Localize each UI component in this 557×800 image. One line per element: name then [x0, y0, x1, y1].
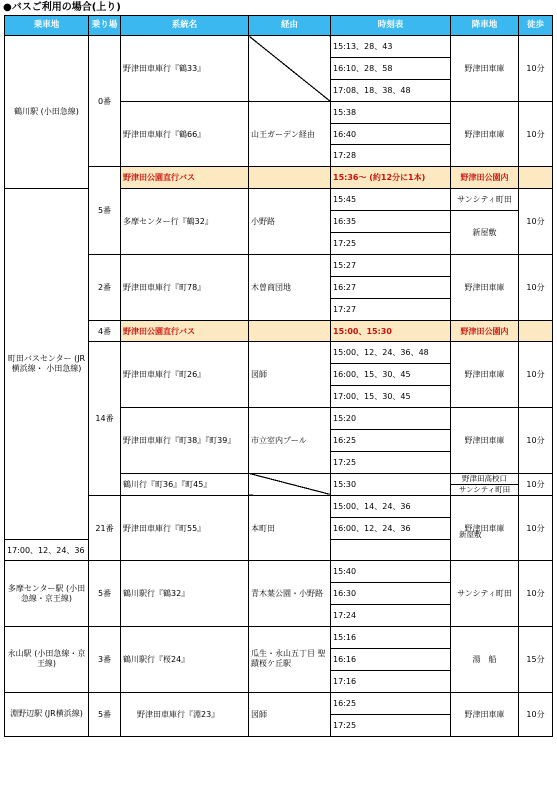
walk-time: 10分	[519, 254, 553, 320]
alight-stop: 湯 船	[451, 627, 519, 693]
time-cell: 16:10、28、58	[331, 57, 451, 79]
walk-empty	[519, 167, 553, 189]
time-cell: 16:00、15、30、45	[331, 364, 451, 386]
time-cell: 15:45	[331, 189, 451, 211]
station-fuchinobe: 淵野辺駅 (JR横浜線)	[5, 692, 89, 736]
via-cell: 山王ガーデン経由	[249, 101, 331, 167]
time-cell: 17:16	[331, 670, 451, 692]
via-cell: 木曽商団地	[249, 254, 331, 320]
route-name: 野津田車庫行『町38』『町39』	[121, 408, 249, 474]
time-cell: 17:00、12、24、36	[5, 539, 89, 561]
alight-stop: 野津田高校口	[462, 473, 507, 483]
platform-cell: 0番	[89, 36, 121, 167]
via-cell: 本町田	[249, 495, 331, 561]
alight-stop-list	[451, 473, 519, 495]
time-cell: 16:16	[331, 649, 451, 671]
platform-cell: 4番	[89, 320, 121, 342]
extra-alight-stop: 新屋敷	[459, 530, 482, 539]
header-via: 経由	[249, 16, 331, 36]
walk-time: 10分	[519, 408, 553, 474]
alight-stop: 野津田車庫	[451, 342, 519, 408]
platform-cell: 14番	[89, 342, 121, 495]
time-cell: 16:25	[331, 430, 451, 452]
walk-time: 10分	[519, 473, 553, 495]
table-header-row	[5, 16, 553, 36]
station-nagayama: 永山駅 (小田急線・京王線)	[5, 627, 89, 693]
route-name: 野津田車庫行『鶴33』	[121, 36, 249, 102]
via-cell: 図師	[249, 342, 331, 408]
route-name: 野津田車庫行『鶴66』	[121, 101, 249, 167]
page-title: ●バスご利用の場合(上り)	[3, 2, 121, 13]
time-cell: 17:24	[331, 605, 451, 627]
route-name: 鶴川行『町36』『町45』	[121, 473, 249, 495]
time-cell: 15:16	[331, 627, 451, 649]
walk-time: 10分	[519, 692, 553, 736]
via-cell: 図師	[249, 692, 331, 736]
time-cell: 15:27	[331, 254, 451, 276]
route-name-highlight: 野津田公園直行バス	[121, 167, 249, 189]
time-cell: 15:13、28、43	[331, 36, 451, 58]
time-cell: 16:30	[331, 583, 451, 605]
time-cell: 17:25	[331, 714, 451, 736]
walk-time: 10分	[519, 342, 553, 408]
header-alight: 降車地	[451, 16, 519, 36]
time-cell: 16:00、12、24、36	[331, 517, 451, 539]
header-platform: 乗り場	[89, 16, 121, 36]
route-name: 野津田車庫行『町55』	[121, 495, 249, 561]
alight-stop: サンシティ町田	[451, 561, 519, 627]
alight-stop-highlight: 野津田公園内	[451, 320, 519, 342]
via-empty	[249, 36, 331, 102]
walk-time: 10分	[519, 495, 553, 561]
alight-stop: 野津田車庫	[451, 495, 519, 561]
route-name: 野津田車庫行『町78』	[121, 254, 249, 320]
alight-stop: 新屋敷	[451, 211, 519, 255]
via-cell: 青木葉公園・小野路	[249, 561, 331, 627]
alight-stop: 野津田車庫	[451, 36, 519, 102]
header-route: 系統名	[121, 16, 249, 36]
time-cell-highlight: 15:00、15:30	[331, 320, 451, 342]
platform-cell: 5番	[89, 692, 121, 736]
walk-empty	[519, 320, 553, 342]
walk-time: 10分	[519, 36, 553, 102]
time-cell: 17:25	[331, 451, 451, 473]
platform-cell: 5番	[89, 561, 121, 627]
route-name: 野津田車庫行『淵23』	[121, 692, 249, 736]
time-cell: 16:40	[331, 123, 451, 145]
station-tsurukawa: 鶴川駅 (小田急線)	[5, 36, 89, 189]
route-name: 野津田車庫行『町26』	[121, 342, 249, 408]
time-cell: 15:38	[331, 101, 451, 123]
alight-stop: サンシティ町田	[451, 189, 519, 211]
via-empty	[249, 320, 331, 342]
alight-stop: 野津田車庫	[451, 101, 519, 167]
walk-time: 10分	[519, 189, 553, 255]
time-cell: 17:27	[331, 298, 451, 320]
header-boarding: 乗車地	[5, 16, 89, 36]
station-machida-bus-center: 町田バスセンター (JR横浜線・ 小田急線)	[5, 189, 89, 539]
time-cell: 17:08、18、38、48	[331, 79, 451, 101]
time-cell: 16:27	[331, 276, 451, 298]
time-cell: 16:35	[331, 211, 451, 233]
bus-timetable	[4, 15, 553, 737]
alight-stop: 野津田車庫	[451, 692, 519, 736]
platform-cell: 2番	[89, 254, 121, 320]
platform-cell: 21番	[89, 495, 121, 561]
via-cell: 瓜生・永山五丁目 聖蹟桜ケ丘駅	[249, 627, 331, 693]
platform-cell: 3番	[89, 627, 121, 693]
route-name-highlight: 野津田公園直行バス	[121, 320, 249, 342]
platform-cell: 5番	[89, 167, 121, 255]
time-cell: 17:25	[331, 233, 451, 255]
time-cell: 15:00、14、24、36	[331, 495, 451, 517]
via-empty	[249, 473, 331, 495]
time-cell-highlight: 15:36～ (約12分に1本)	[331, 167, 451, 189]
via-empty	[249, 167, 331, 189]
route-name: 鶴川駅行『鶴32』	[121, 561, 249, 627]
via-cell: 小野路	[249, 189, 331, 255]
alight-stop-highlight: 野津田公園内	[451, 167, 519, 189]
alight-stop: 野津田車庫	[451, 254, 519, 320]
time-cell: 17:28	[331, 145, 451, 167]
time-cell: 15:40	[331, 561, 451, 583]
header-walk: 徒歩	[519, 16, 553, 36]
walk-time: 10分	[519, 101, 553, 167]
station-tama-center: 多摩センター駅 (小田急線・京王線)	[5, 561, 89, 627]
via-cell: 市立室内プール	[249, 408, 331, 474]
time-cell: 15:30	[331, 473, 451, 495]
route-name: 鶴川駅行『桜24』	[121, 627, 249, 693]
time-cell: 16:25	[331, 692, 451, 714]
time-cell: 15:00、12、24、36、48	[331, 342, 451, 364]
alight-stop: サンシティ町田	[451, 484, 518, 495]
time-cell: 17:00、15、30、45	[331, 386, 451, 408]
alight-stop: 野津田車庫	[451, 408, 519, 474]
route-name: 多摩センター行『鶴32』	[121, 189, 249, 255]
walk-time: 10分	[519, 561, 553, 627]
header-times: 時刻表	[331, 16, 451, 36]
walk-time: 15分	[519, 627, 553, 693]
time-cell: 15:20	[331, 408, 451, 430]
